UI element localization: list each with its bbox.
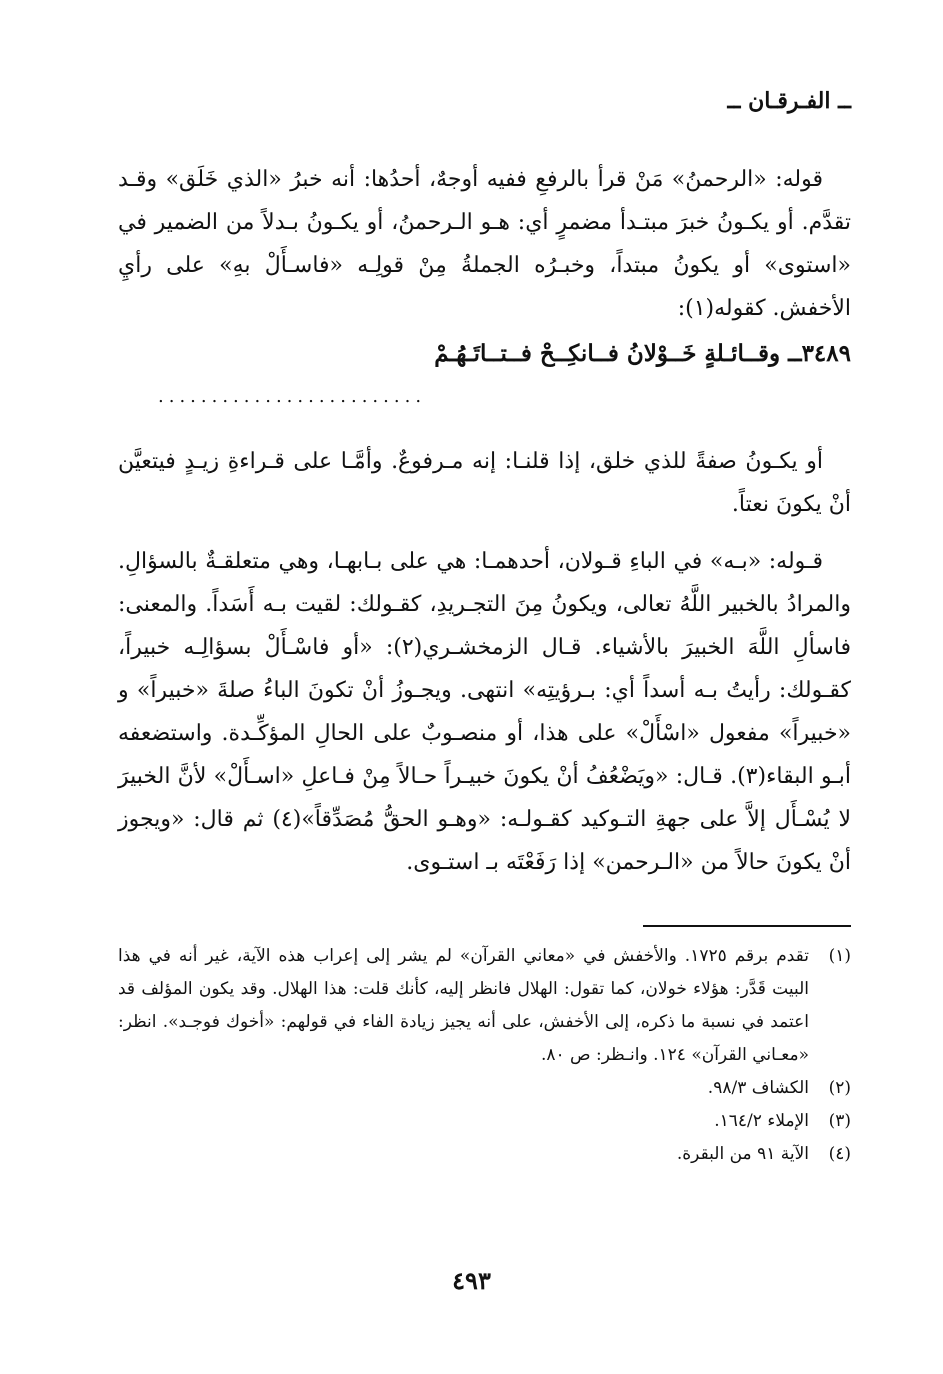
main-text-block [118, 158, 851, 330]
footnote-number: (٤) [828, 1144, 851, 1164]
ellipsis-dots: ......................... [158, 386, 427, 407]
footnote-1 [118, 940, 851, 1072]
footnotes [118, 940, 851, 1171]
poetry-verse: ٣٤٨٩ــ وقــائـلةٍ خَــوْلانُ فــانكِــحْ فــتــاتَـهُـمْ [434, 340, 851, 367]
footnote-number: (١) [828, 946, 851, 966]
running-header: ــ الفـرقـان ــ [727, 88, 851, 114]
footnote-4 [118, 1138, 851, 1171]
footnote-text: تقدم برقم ١٧٢٥. والأخفش في «معاني القرآن» لم يشر إلى إعراب هذه الآية، غير أنه في هذا البيت قَدَّر: هؤلاء خولان، كما تقول: الهلال فانظر إليه، كأنك قلت: هذا الهلال. وقد يكون المؤلف قد اعتمد في نسبة ما ذكره، إلى الأخفش، على أنه يجيز زيادة الفاء في قولهم: «أخوك فوجـد». انظر: «معـاني القرآن» ١٢٤. وانـظر: ص ٨٠. [118, 946, 810, 1065]
page-number: ٤٩٣ [452, 1266, 491, 1295]
paragraph-2: أو يكـونُ صفةً للذي خلق، إذا قلنـا: إنه مـرفوعٌ. وأمَّـا على قـراءةِ زيـدٍ فيتعيَّن أنْ يكونَ نعتاً. [118, 449, 851, 517]
footnote-number: (٣) [828, 1111, 851, 1131]
footnote-separator [643, 925, 851, 927]
footnote-text: الآية ٩١ من البقرة. [676, 1144, 809, 1164]
footnote-text: الإملاء ١٦٤/٢. [714, 1111, 809, 1131]
footnote-3 [118, 1105, 851, 1138]
paragraph-1: قوله: «الرحمنُ» مَنْ قرأ بالرفعِ ففيه أوجهٌ، أحدُها: أنه خبرُ «الذي خَلَق» وقـد تقدَّم. أو يكـونُ خبرَ مبتـدأ مضمرٍ أي: هـو الـرحمنُ، أو يكـونُ بـدلاً من الضمير في «استوى» أو يكونُ مبتداً، وخبـرُه الجملةُ مِنْ قولِـه «فاسـأَلْ بهِ» على رأيِ الأخفش. كقوله(١): [118, 167, 851, 321]
paragraph-2-block [118, 440, 851, 526]
footnote-text: الكشاف ٩٨/٣. [707, 1078, 809, 1098]
paragraph-3-block [118, 540, 851, 884]
footnote-number: (٢) [828, 1078, 851, 1098]
paragraph-3: قـوله: «بـه» في الباءِ قـولان، أحدهمـا: هي على بـابهـا، وهي متعلقـةٌ بالسؤالِ. والمرادُ بالخبير اللَّهُ تعالى، ويكونُ مِنَ التجـريدِ، كقـولك: لقيت بـه أَسَداً. والمعنى: فاسألِ اللَّهَ الخبيرَ بالأشياء. قـال الزمخشـري(٢): «أو فاسْـأَلْ بسؤالِـه خبيراً، كقـولك: رأيتُ بـه أسداً أي: بـرؤيتِه» انتهى. ويجـوزُ أنْ تكونَ الباءُ صلةَ «خبيراً» و «خبيراً» مفعول «اسْأَلْ» على هذا، أو منصـوبٌ على الحالِ المؤكِّـدة. واستضعفه أبـو البقاء(٣). قـال: «ويَضْعُفُ أنْ يكونَ خبيـراً حـالاً مِنْ فـاعلِ «اسـأَلْ» لأنَّ الخبيرَ لا يُسْـأَل إلاَّ على جهةِ التـوكيد كقـولـه: «وهـو الحقُّ مُصَدِّقاً»(٤) ثم قال: «ويجوز أنْ يكونَ حالاً من «الـرحمن» إذا رَفَعْتَه بـ استـوى. [118, 549, 851, 875]
footnote-2 [118, 1072, 851, 1105]
